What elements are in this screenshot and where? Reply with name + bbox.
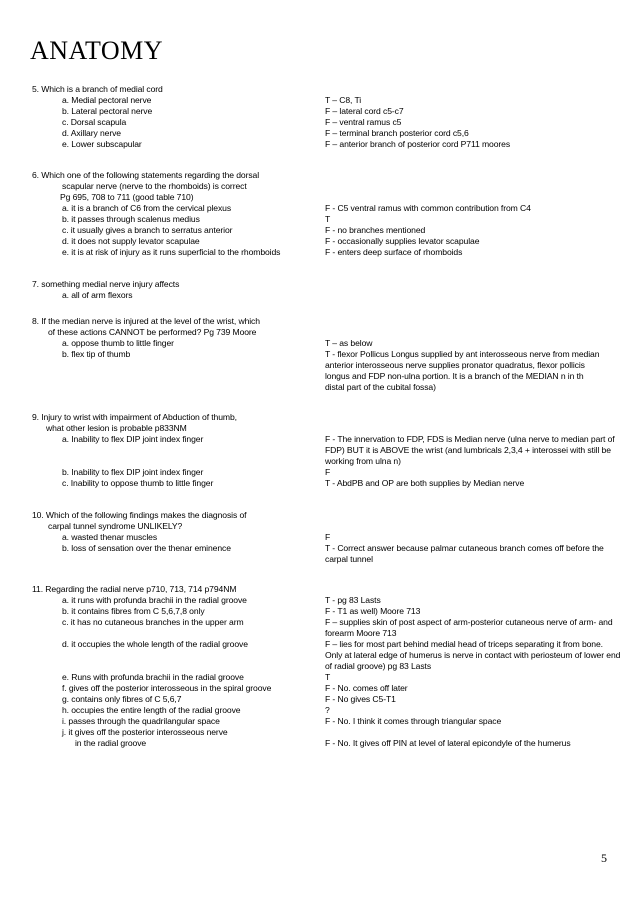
option-g: g. contains only fibres of C 5,6,7 [62,694,182,704]
option-b: b. Lateral pectoral nerve [62,106,153,116]
note-line: longus and FDP non-ulna portion. It is a branch of the MEDIAN n in th [325,371,584,381]
answer-row [32,139,622,150]
answer-row [32,694,622,705]
option-c: c. it has no cutaneous branches in the upper arm [62,617,244,627]
option-b: b. it contains fibres from C 5,6,7,8 only [62,606,205,616]
question-9-text: 9. Injury to wrist with impairment of Abduction of thumb, [32,412,237,422]
option-c: c. Inability to oppose thumb to little finger [62,478,214,488]
answer-row [32,247,622,258]
answer-row [32,705,622,716]
answer-row [32,349,622,393]
option-a-note [325,434,622,467]
answer-row [32,595,622,606]
note-line: FDP) BUT it is ABOVE the wrist (and lumbricals 2,3,4 + interossei with still be [325,445,611,455]
option-e-note: F - enters deep surface of rhomboids [325,247,463,257]
option-b-note: T [325,214,331,224]
question-8 [32,316,622,393]
question-10-text: 10. Which of the following findings makes the diagnosis of [32,510,247,520]
page-number: 5 [601,851,607,865]
option-f: f. gives off the posterior interosseous in the spiral groove [62,683,272,693]
option-j-note [325,727,622,749]
option-c-note [325,617,622,639]
answer-row [32,532,622,543]
answer-row [32,117,622,128]
option-a: a. Inability to flex DIP joint index finger [62,434,204,444]
option-a: a. it runs with profunda brachii in the radial groove [62,595,247,605]
answer-row [32,716,622,727]
question-7 [32,279,622,301]
note-line: anterior interosseous nerve supplies pronator quadratus, flexor pollicis [325,360,585,370]
option-a-note: F [325,532,331,542]
answer-row [32,236,622,247]
question-11-text: 11. Regarding the radial nerve p710, 713, 714 p794NM [32,584,237,594]
note-line: of radial groove) pg 83 Lasts [325,661,432,671]
option-a: a. Medial pectoral nerve [62,95,152,105]
note-line: T - flexor Pollicus Longus supplied by ant interosseous nerve from median [325,349,600,359]
option-b: b. loss of sensation over the thenar eminence [62,543,231,553]
answer-row [32,434,622,467]
question-11 [32,584,622,749]
answer-row [32,106,622,117]
question-8-text: 8. If the median nerve is injured at the level of the wrist, which [32,316,260,326]
question-5-text: 5. Which is a branch of medial cord [32,84,163,94]
question-10 [32,510,622,565]
option-b-note: F – lateral cord c5-c7 [325,106,404,116]
option-c-note: T - AbdPB and OP are both supplies by Median nerve [325,478,525,488]
option-c-note: F - no branches mentioned [325,225,426,235]
option-c: c. it usually gives a branch to serratus anterior [62,225,233,235]
answer-row [32,95,622,106]
option-a: a. all of arm flexors [62,290,133,300]
question-6 [32,170,622,258]
question-6-text-cont: scapular nerve (nerve to the rhomboids) is correct [62,181,247,191]
option-b-note: F - T1 as well) Moore 713 [325,606,421,616]
question-8-text-cont: of these actions CANNOT be performed? Pg 739 Moore [48,327,257,337]
note-line: F – supplies skin of post aspect of arm-posterior cutaneous nerve of arm- and [325,617,613,627]
option-c: c. Dorsal scapula [62,117,127,127]
answer-row [32,290,622,301]
note-line: carpal tunnel [325,554,373,564]
option-a: a. it is a branch of C6 from the cervical plexus [62,203,232,213]
question-5 [32,84,622,150]
option-i-note: F - No. I think it comes through triangular space [325,716,502,726]
note-line: F – lies for most part behind medial head of triceps separating it from bone. [325,639,603,649]
option-c-note: F – ventral ramus c5 [325,117,402,127]
question-9 [32,412,622,489]
note-line: forearm Moore 713 [325,628,397,638]
answer-row [32,617,622,639]
option-d-note: F – terminal branch posterior cord c5,6 [325,128,469,138]
option-d: d. Axillary nerve [62,128,121,138]
answer-row [32,467,622,478]
question-9-text-cont: what other lesion is probable p833NM [46,423,187,433]
option-e-note: T [325,672,331,682]
question-6-reference: Pg 695, 708 to 711 (good table 710) [60,192,194,202]
option-d: d. it occupies the whole length of the radial groove [62,639,248,649]
option-e-note: F – anterior branch of posterior cord P711 moores [325,139,511,149]
option-i: i. passes through the quadrilangular space [62,716,220,726]
option-d-note: F - occasionally supplies levator scapulae [325,236,480,246]
option-e: e. it is at risk of injury as it runs superficial to the rhomboids [62,247,281,257]
option-d-note [325,639,622,672]
note-line: Only at lateral edge of humerus is nerve in contact with periosteum of lower end [325,650,621,660]
answer-row [32,338,622,349]
option-f-note: F - No. comes off later [325,683,408,693]
option-a: a. oppose thumb to little finger [62,338,174,348]
option-e: e. Lower subscapular [62,139,142,149]
option-d: d. it does not supply levator scapulae [62,236,200,246]
answer-row [32,639,622,672]
answer-row [32,225,622,236]
option-h-note: ? [325,705,330,715]
option-h: h. occupies the entire length of the radial groove [62,705,241,715]
answer-row [32,203,622,214]
answer-row [32,672,622,683]
answer-row [32,478,622,489]
note-line: F - The innervation to FDP, FDS is Median nerve (ulna nerve to median part of [325,434,615,444]
option-b: b. flex tip of thumb [62,349,131,359]
option-a-note: T - pg 83 Lasts [325,595,381,605]
option-b-note: F [325,467,331,477]
option-a-note: T – C8, Ti [325,95,362,105]
answer-row [32,128,622,139]
page-title: ANATOMY [30,36,164,65]
note-line: distal part of the cubital fossa) [325,382,436,392]
question-7-text: 7. something medial nerve injury affects [32,279,180,289]
option-b: b. it passes through scalenus medius [62,214,200,224]
option-e: e. Runs with profunda brachii in the radial groove [62,672,244,682]
option-j [32,727,325,749]
answer-row [32,683,622,694]
answer-row [32,727,622,749]
option-b-note [325,543,622,565]
answer-row [32,606,622,617]
answer-row [32,214,622,225]
note-line: working from ulna n) [325,456,401,466]
option-a-note: F - C5 ventral ramus with common contribution from C4 [325,203,531,213]
option-j-line: in the radial groove [75,738,147,748]
note-line: T - Correct answer because palmar cutaneous branch comes off before the [325,543,604,553]
answer-row [32,543,622,565]
option-g-note: F - No gives C5-T1 [325,694,396,704]
option-a-note: T – as below [325,338,373,348]
question-10-text-cont: carpal tunnel syndrome UNLIKELY? [48,521,183,531]
note-line: F - No. It gives off PIN at level of lateral epicondyle of the humerus [325,738,571,748]
option-b: b. Inability to flex DIP joint index finger [62,467,204,477]
option-j-line: j. it gives off the posterior interosseous nerve [62,727,228,737]
option-a: a. wasted thenar muscles [62,532,158,542]
option-b-note [325,349,622,393]
question-6-text: 6. Which one of the following statements regarding the dorsal [32,170,260,180]
